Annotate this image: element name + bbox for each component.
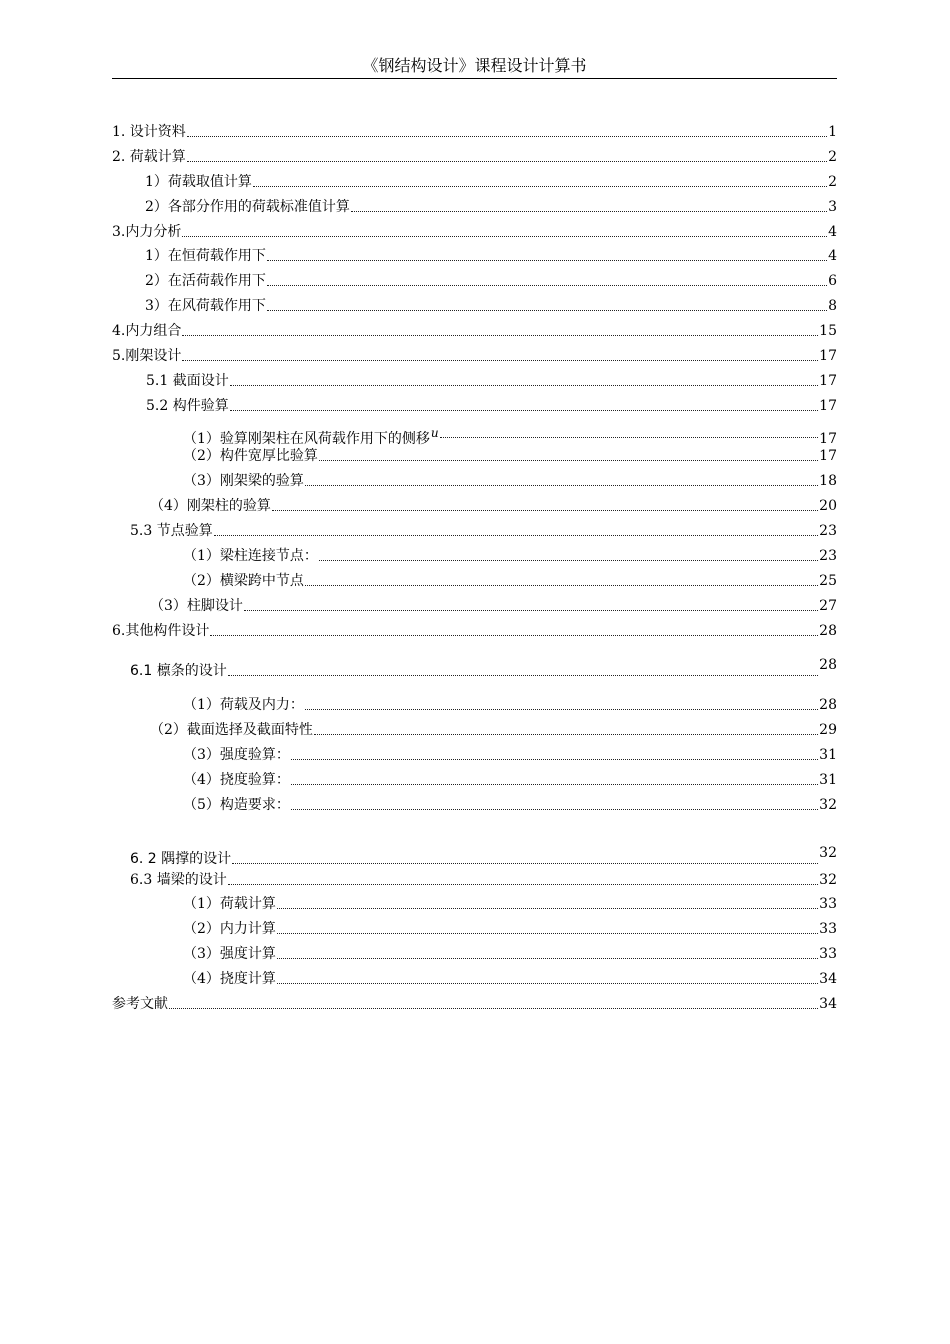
toc-entry[interactable] bbox=[183, 571, 837, 591]
dot-leader bbox=[267, 310, 827, 311]
toc-entry[interactable] bbox=[112, 122, 837, 142]
toc-entry[interactable] bbox=[183, 944, 837, 964]
toc-entry[interactable] bbox=[145, 271, 837, 291]
toc-entry-label: 3）在风荷载作用下 bbox=[145, 298, 266, 314]
toc-entry[interactable] bbox=[183, 795, 837, 815]
toc-entry[interactable] bbox=[145, 172, 837, 192]
toc-entry[interactable] bbox=[183, 695, 837, 715]
toc-entry-page: 27 bbox=[819, 598, 837, 614]
dot-leader bbox=[228, 675, 818, 676]
toc-entry-label: 6. 2 隅撑的设计 bbox=[130, 851, 232, 867]
toc-entry-page: 28 bbox=[819, 697, 837, 713]
toc-entry-page: 32 bbox=[819, 872, 837, 888]
dot-leader bbox=[314, 734, 818, 735]
toc-entry-label: （4）刚架柱的验算 bbox=[150, 498, 271, 514]
toc-entry-label: （1）荷载及内力： bbox=[183, 697, 304, 713]
toc-entry-page: 17 bbox=[819, 448, 837, 464]
toc-entry-label: 2）各部分作用的荷载标准值计算 bbox=[145, 199, 350, 215]
toc-entry[interactable] bbox=[183, 546, 837, 566]
toc-entry-page: 15 bbox=[819, 323, 837, 339]
toc-entry[interactable] bbox=[183, 745, 837, 765]
dot-leader bbox=[291, 809, 818, 810]
toc-entry-label: （2）截面选择及截面特性 bbox=[150, 722, 313, 738]
dot-leader bbox=[305, 709, 818, 710]
toc-entry[interactable] bbox=[130, 521, 837, 541]
dot-leader bbox=[277, 983, 818, 984]
toc-entry-page: 32 bbox=[819, 845, 837, 861]
toc-entry-label: 6.其他构件设计 bbox=[112, 623, 210, 639]
toc-entry-page: 4 bbox=[828, 248, 837, 264]
toc-entry[interactable] bbox=[150, 596, 837, 616]
toc-entry-label: 5.刚架设计 bbox=[112, 348, 182, 364]
dot-leader bbox=[277, 933, 818, 934]
toc-entry[interactable] bbox=[183, 894, 837, 914]
toc-entry-page: 33 bbox=[819, 921, 837, 937]
toc-entry-page: 31 bbox=[819, 772, 837, 788]
toc-entry-label: （1）荷载计算 bbox=[183, 896, 276, 912]
toc-entry-page: 23 bbox=[819, 548, 837, 564]
toc-entry-label: 5.1 截面设计 bbox=[146, 373, 229, 389]
toc-entry-page: 28 bbox=[819, 623, 837, 639]
dot-leader bbox=[230, 385, 818, 386]
toc-entry-label: 3.内力分析 bbox=[112, 224, 182, 240]
toc-entry-page: 34 bbox=[819, 996, 837, 1012]
toc-entry[interactable] bbox=[112, 147, 837, 167]
toc-entry-page: 31 bbox=[819, 747, 837, 763]
dot-leader bbox=[182, 360, 818, 361]
toc-entry-page: 6 bbox=[828, 273, 837, 289]
dot-leader bbox=[351, 211, 827, 212]
header-title: 《钢结构设计》课程设计计算书 bbox=[362, 56, 587, 75]
toc-entry-label: （2）构件宽厚比验算 bbox=[183, 448, 318, 464]
toc-entry[interactable] bbox=[112, 321, 837, 341]
mu-symbol: u bbox=[430, 426, 439, 440]
toc-entry-label: 1. 设计资料 bbox=[112, 124, 186, 140]
toc-entry-label: 1）荷载取值计算 bbox=[145, 174, 252, 190]
dot-leader bbox=[305, 485, 818, 486]
toc-entry-label: 2）在活荷载作用下 bbox=[145, 273, 266, 289]
toc-entry-label: 1）在恒荷载作用下 bbox=[145, 248, 266, 264]
toc-entry[interactable] bbox=[145, 296, 837, 316]
toc-entry[interactable] bbox=[112, 994, 837, 1014]
toc-entry[interactable] bbox=[130, 845, 837, 869]
toc-entry-label: 6.3 墙梁的设计 bbox=[130, 872, 227, 888]
dot-leader bbox=[267, 285, 827, 286]
toc-entry-page: 1 bbox=[828, 124, 837, 140]
toc-entry-page: 23 bbox=[819, 523, 837, 539]
toc-entry-page: 17 bbox=[819, 398, 837, 414]
toc-entry-page: 17 bbox=[819, 348, 837, 364]
dot-leader bbox=[319, 560, 818, 561]
toc-entry[interactable] bbox=[150, 720, 837, 740]
toc-entry-page: 17 bbox=[819, 431, 837, 447]
toc-entry-page: 33 bbox=[819, 896, 837, 912]
dot-leader bbox=[291, 784, 818, 785]
toc-entry-page: 33 bbox=[819, 946, 837, 962]
toc-entry-label: 5.3 节点验算 bbox=[130, 523, 213, 539]
toc-entry-label: （3）强度计算 bbox=[183, 946, 276, 962]
toc-entry[interactable] bbox=[146, 371, 837, 391]
dot-leader bbox=[230, 410, 818, 411]
dot-leader bbox=[169, 1008, 818, 1009]
dot-leader bbox=[232, 863, 818, 864]
toc-entry[interactable] bbox=[145, 197, 837, 217]
toc-entry-label: 2. 荷载计算 bbox=[112, 149, 186, 165]
dot-leader bbox=[277, 958, 818, 959]
toc-entry-page: 25 bbox=[819, 573, 837, 589]
toc-entry[interactable] bbox=[112, 346, 837, 366]
toc-entry-page: 18 bbox=[819, 473, 837, 489]
toc-entry[interactable] bbox=[146, 396, 837, 416]
toc-entry-label: （3）强度验算： bbox=[183, 747, 290, 763]
dot-leader bbox=[440, 437, 819, 438]
dot-leader bbox=[210, 635, 818, 636]
dot-leader bbox=[319, 460, 818, 461]
toc-entry-label: （5）构造要求： bbox=[183, 797, 290, 813]
dot-leader bbox=[182, 335, 818, 336]
toc-entry-page: 17 bbox=[819, 373, 837, 389]
dot-leader bbox=[214, 535, 818, 536]
toc-entry-page: 2 bbox=[828, 174, 837, 190]
toc-entry-label: （4）挠度计算 bbox=[183, 971, 276, 987]
toc-entry-page: 32 bbox=[819, 797, 837, 813]
toc-entry-page: 29 bbox=[819, 722, 837, 738]
toc-entry-label: （1）梁柱连接节点： bbox=[183, 548, 318, 564]
toc-entry-label: 4.内力组合 bbox=[112, 323, 182, 339]
dot-leader bbox=[253, 186, 827, 187]
dot-leader bbox=[305, 585, 818, 586]
toc-entry-page: 8 bbox=[828, 298, 837, 314]
dot-leader bbox=[228, 884, 818, 885]
toc-entry[interactable] bbox=[145, 246, 837, 266]
page-header bbox=[112, 54, 837, 79]
toc-entry-text: （1）验算刚架柱在风荷载作用下的侧移 bbox=[183, 431, 430, 447]
toc-entry[interactable] bbox=[183, 969, 837, 989]
toc-entry-label: 6.1 檩条的设计 bbox=[130, 663, 227, 679]
toc-entry-page: 28 bbox=[819, 657, 837, 673]
toc-entry[interactable] bbox=[183, 471, 837, 491]
toc-entry-label: （2）横梁跨中节点 bbox=[183, 573, 304, 589]
toc-entry[interactable] bbox=[183, 446, 837, 466]
toc-entry-label: （3）柱脚设计 bbox=[150, 598, 243, 614]
dot-leader bbox=[267, 260, 827, 261]
toc-entry-label: （3）刚架梁的验算 bbox=[183, 473, 304, 489]
dot-leader bbox=[272, 510, 818, 511]
dot-leader bbox=[182, 236, 827, 237]
dot-leader bbox=[187, 161, 827, 162]
dot-leader bbox=[291, 759, 818, 760]
toc-entry[interactable] bbox=[183, 919, 837, 939]
toc-entry-page: 4 bbox=[828, 224, 837, 240]
toc-entry[interactable] bbox=[112, 222, 837, 242]
dot-leader bbox=[187, 136, 827, 137]
toc-entry-label: （2）内力计算 bbox=[183, 921, 276, 937]
dot-leader bbox=[277, 908, 818, 909]
toc-entry[interactable] bbox=[112, 621, 837, 641]
toc-entry-label: 参考文献 bbox=[112, 996, 168, 1012]
toc-entry-page: 2 bbox=[828, 149, 837, 165]
toc-entry[interactable] bbox=[183, 423, 837, 447]
toc-entry[interactable] bbox=[130, 657, 837, 681]
toc-entry-label: （4）挠度验算： bbox=[183, 772, 290, 788]
toc-entry-page: 3 bbox=[828, 199, 837, 215]
toc-entry-page: 20 bbox=[819, 498, 837, 514]
toc-entry-page: 34 bbox=[819, 971, 837, 987]
toc-entry[interactable] bbox=[150, 496, 837, 516]
toc-entry-label: 5.2 构件验算 bbox=[146, 398, 229, 414]
toc-entry[interactable] bbox=[130, 870, 837, 890]
toc-entry[interactable] bbox=[183, 770, 837, 790]
dot-leader bbox=[244, 610, 818, 611]
